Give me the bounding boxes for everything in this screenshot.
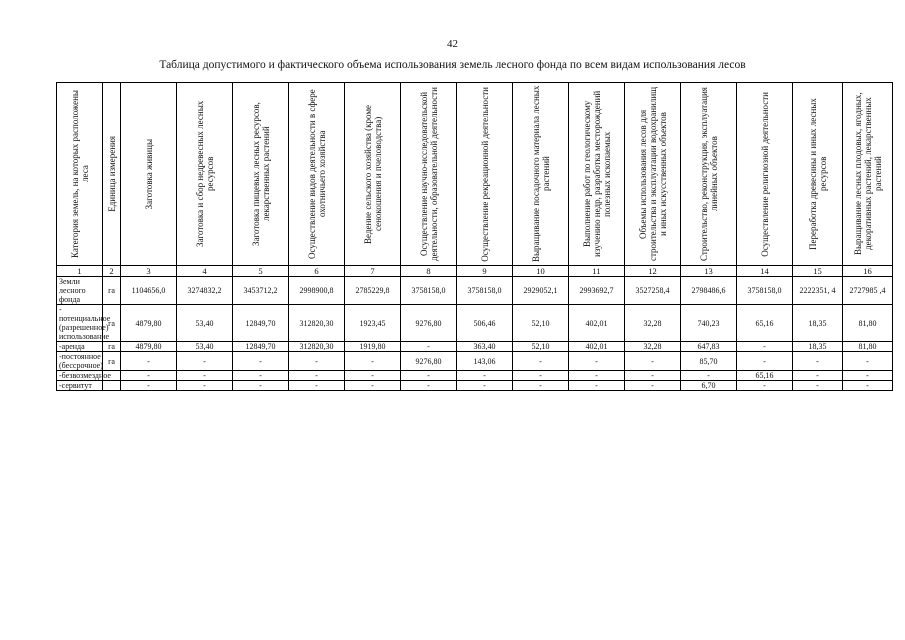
table-title: Таблица допустимого и фактического объема использования земель лесного фонда по всем видам использования лесов [159, 59, 746, 71]
value-cell: - [177, 371, 233, 381]
value-cell: 3758158,0 [401, 277, 457, 305]
value-cell: 3758158,0 [457, 277, 513, 305]
value-cell: 85,70 [681, 352, 737, 371]
header-label: Переработка древесины и иных лесных ресурсов [807, 98, 828, 250]
value-cell: 2785229,8 [345, 277, 401, 305]
value-cell: - [737, 352, 793, 371]
value-cell: 65,16 [737, 371, 793, 381]
value-cell: 32,28 [625, 342, 681, 352]
header-label: Осуществление научно-исследовательской деятельности, образовательной деятельности [418, 87, 439, 261]
column-number: 10 [513, 266, 569, 277]
value-cell: 3527258,4 [625, 277, 681, 305]
header-cell [569, 83, 625, 266]
header-label: Категория земель, на которых расположены леса [69, 90, 90, 258]
column-number-row [57, 266, 893, 277]
value-cell: - [625, 371, 681, 381]
header-cell [681, 83, 737, 266]
value-cell: - [289, 371, 345, 381]
value-cell: 81,80 [843, 305, 893, 342]
table-row [57, 277, 893, 305]
value-cell: 1104656,0 [121, 277, 177, 305]
value-cell: 3758158,0 [737, 277, 793, 305]
header-label: Единица измерения [106, 136, 117, 212]
column-number: 3 [121, 266, 177, 277]
row-label: -безвозмездное [57, 371, 103, 381]
value-cell: - [121, 381, 177, 391]
value-cell: - [843, 381, 893, 391]
value-cell: - [401, 342, 457, 352]
header-label: Осуществление религиозной деятельности [759, 91, 770, 257]
unit-cell: га [103, 342, 121, 352]
column-number: 11 [569, 266, 625, 277]
value-cell: 65,16 [737, 305, 793, 342]
value-cell: - [625, 352, 681, 371]
value-cell: - [289, 381, 345, 391]
value-cell: 402,01 [569, 305, 625, 342]
value-cell: 2798486,6 [681, 277, 737, 305]
column-number: 14 [737, 266, 793, 277]
column-number: 2 [103, 266, 121, 277]
header-cell [513, 83, 569, 266]
value-cell: - [843, 371, 893, 381]
value-cell: 4879,80 [121, 342, 177, 352]
header-label: Выращивание посадочного материала лесных растений [530, 85, 551, 263]
value-cell: 740,23 [681, 305, 737, 342]
value-cell: 143,06 [457, 352, 513, 371]
header-cell [793, 83, 843, 266]
row-label: Земли лесного фонда [57, 277, 103, 305]
value-cell: - [457, 381, 513, 391]
header-cell [57, 83, 103, 266]
value-cell: - [177, 381, 233, 391]
unit-cell: га [103, 352, 121, 371]
value-cell: - [737, 342, 793, 352]
value-cell: - [513, 371, 569, 381]
value-cell: - [625, 381, 681, 391]
unit-cell: га [103, 305, 121, 342]
column-number: 5 [233, 266, 289, 277]
value-cell: 2993692,7 [569, 277, 625, 305]
header-cell [625, 83, 681, 266]
value-cell: 2222351, 4 [793, 277, 843, 305]
value-cell: - [289, 352, 345, 371]
value-cell: - [177, 352, 233, 371]
value-cell: - [345, 371, 401, 381]
row-label: -аренда [57, 342, 103, 352]
header-label: Заготовка пищевых лесных ресурсов, лекарственных растений [250, 102, 271, 246]
value-cell: - [681, 371, 737, 381]
header-label: Заготовка и сбор недревесных лесных ресурсов [194, 100, 215, 248]
value-cell: 2998900,8 [289, 277, 345, 305]
value-cell: 18,35 [793, 342, 843, 352]
header-cell [233, 83, 289, 266]
column-number: 1 [57, 266, 103, 277]
row-label: -сервитут [57, 381, 103, 391]
header-label: Строительство, реконструкция, эксплуатация линейных объектов [698, 87, 719, 261]
value-cell: 312820,30 [289, 342, 345, 352]
value-cell: - [793, 352, 843, 371]
header-cell [457, 83, 513, 266]
value-cell: 12849,70 [233, 342, 289, 352]
value-cell: 52,10 [513, 305, 569, 342]
header-row [57, 83, 893, 266]
header-cell [289, 83, 345, 266]
value-cell: - [233, 381, 289, 391]
header-label: Заготовка живицы [143, 138, 154, 210]
column-number: 7 [345, 266, 401, 277]
value-cell: - [843, 352, 893, 371]
value-cell: - [569, 371, 625, 381]
column-number: 13 [681, 266, 737, 277]
header-cell [121, 83, 177, 266]
header-label: Ведение сельского хозяйства (кроме сенокошения и пчеловодства) [362, 104, 383, 244]
value-cell: 52,10 [513, 342, 569, 352]
value-cell: - [513, 352, 569, 371]
column-number: 9 [457, 266, 513, 277]
value-cell: 12849,70 [233, 305, 289, 342]
column-number: 16 [843, 266, 893, 277]
value-cell: - [793, 371, 843, 381]
value-cell: - [345, 352, 401, 371]
value-cell: - [233, 371, 289, 381]
value-cell: - [401, 371, 457, 381]
table-row [57, 342, 893, 352]
row-label: -постоянное (бессрочное) [57, 352, 103, 371]
value-cell: - [513, 381, 569, 391]
header-label: Выполнение работ по геологическому изучению недр, разработка месторождений полезных ископаемых [581, 90, 612, 258]
value-cell: - [345, 381, 401, 391]
value-cell: - [121, 371, 177, 381]
value-cell: 2929052,1 [513, 277, 569, 305]
column-number: 8 [401, 266, 457, 277]
column-number: 4 [177, 266, 233, 277]
value-cell: 312820,30 [289, 305, 345, 342]
value-cell: - [569, 381, 625, 391]
unit-cell: га [103, 277, 121, 305]
value-cell: - [457, 371, 513, 381]
table-row [57, 371, 893, 381]
value-cell: 6,70 [681, 381, 737, 391]
value-cell: - [793, 381, 843, 391]
value-cell: 9276,80 [401, 352, 457, 371]
value-cell: 32,28 [625, 305, 681, 342]
value-cell: 1923,45 [345, 305, 401, 342]
header-cell [345, 83, 401, 266]
value-cell: 9276,80 [401, 305, 457, 342]
value-cell: - [569, 352, 625, 371]
value-cell: 3274832,2 [177, 277, 233, 305]
row-label: - потенциальное (разрешенное) использование [57, 305, 103, 342]
column-number: 12 [625, 266, 681, 277]
value-cell: 3453712,2 [233, 277, 289, 305]
value-cell: 1919,80 [345, 342, 401, 352]
forest-use-table [56, 82, 893, 391]
value-cell: 53,40 [177, 342, 233, 352]
header-label: Выращивание лесных плодовых, ягодных, декоративных растений, лекарственных растений [852, 92, 883, 256]
value-cell: 81,80 [843, 342, 893, 352]
value-cell: - [401, 381, 457, 391]
page-number: 42 [447, 38, 458, 50]
table-row [57, 305, 893, 342]
value-cell: 647,83 [681, 342, 737, 352]
column-number: 6 [289, 266, 345, 277]
value-cell: 2727985 ,4 [843, 277, 893, 305]
value-cell: 363,40 [457, 342, 513, 352]
value-cell: 4879,80 [121, 305, 177, 342]
value-cell: - [233, 352, 289, 371]
value-cell: - [121, 352, 177, 371]
header-cell [737, 83, 793, 266]
header-cell [401, 83, 457, 266]
table-row [57, 381, 893, 391]
column-number: 15 [793, 266, 843, 277]
header-label: Осуществление рекреационной деятельности [479, 86, 490, 262]
value-cell: 18,35 [793, 305, 843, 342]
value-cell: 506,46 [457, 305, 513, 342]
value-cell: 53,40 [177, 305, 233, 342]
value-cell: 402,01 [569, 342, 625, 352]
header-cell [843, 83, 893, 266]
unit-cell [103, 381, 121, 391]
table-row [57, 352, 893, 371]
header-cell [103, 83, 121, 266]
header-label: Объемы использования лесов для строительства и эксплуатации водохранилищ и иных искусственных объектов [637, 86, 668, 262]
header-cell [177, 83, 233, 266]
value-cell: - [737, 381, 793, 391]
header-label: Осуществление видов деятельности в сфере охотничьего хозяйства [306, 89, 327, 259]
